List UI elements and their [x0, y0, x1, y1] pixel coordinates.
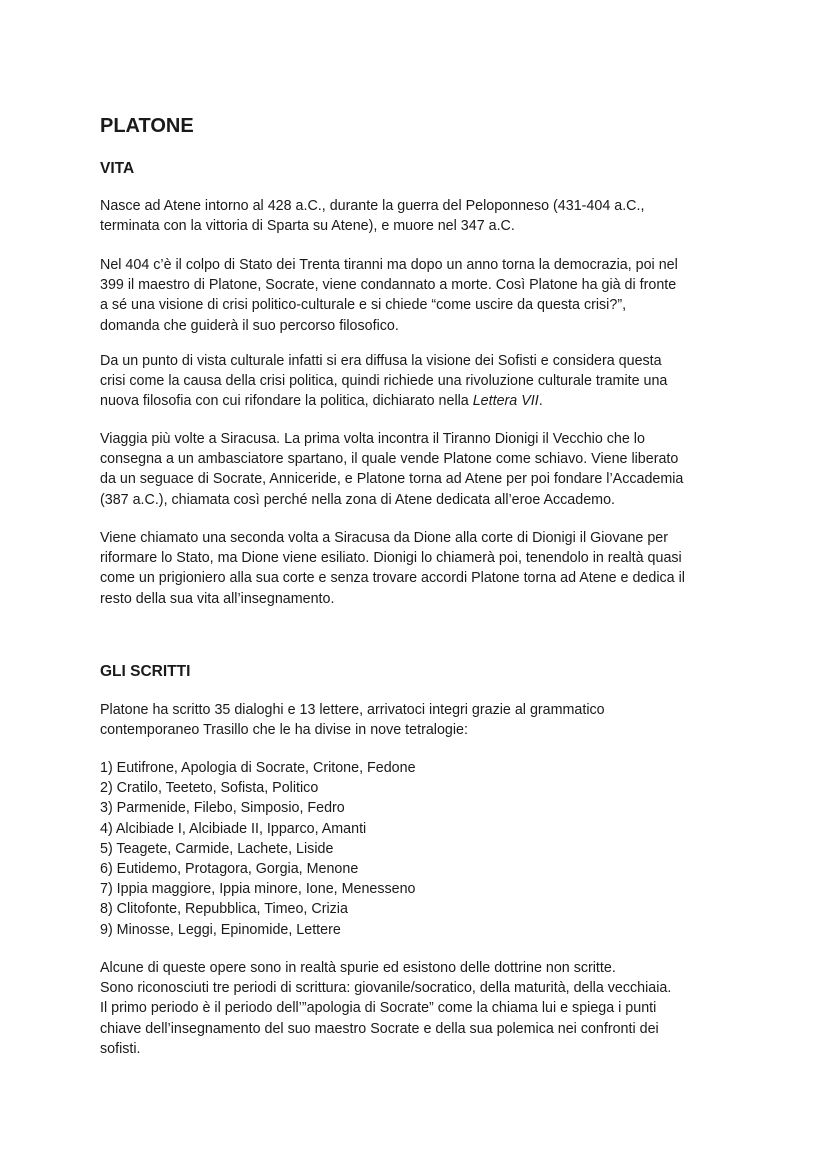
list-item: 4) Alcibiade I, Alcibiade II, Ipparco, Amanti [100, 820, 367, 837]
text-segment: . [538, 393, 543, 410]
list-item: 2) Cratilo, Teeteto, Sofista, Politico [100, 780, 319, 797]
tetralogie-list [100, 758, 750, 940]
text-line: come un prigioniero alla sua corte e senza trovare accordi Platone torna ad Atene e dedica il [100, 570, 685, 587]
text-line: Nel 404 c’è il colpo di Stato dei Trenta tiranni ma dopo un anno torna la democrazia, poi nel [100, 257, 678, 273]
text-line: a sé una visione di crisi politico-culturale e si chiede “come uscire da questa crisi?”, [100, 297, 627, 314]
paragraph-vita-sofisti [100, 351, 750, 412]
text-line: crisi come la causa della crisi politica, quindi richiede una rivoluzione culturale tramite una [100, 373, 668, 390]
section-heading-scritti: GLI SCRITTI [100, 663, 191, 680]
page-title: PLATONE [100, 115, 194, 137]
list-item: 8) Clitofonte, Repubblica, Timeo, Crizia [100, 901, 348, 918]
text-line: riformare lo Stato, ma Dione viene esiliato. Dionigi lo chiamerà poi, tenendolo in realtà quasi [100, 550, 682, 567]
paragraph-scritti-periodi [100, 958, 750, 1059]
text-segment: nuova filosofia con cui rifondare la politica, dichiarato nella [100, 393, 473, 410]
section-heading-vita: VITA [100, 160, 135, 177]
paragraph-scritti-intro [100, 700, 750, 740]
list-item: 3) Parmenide, Filebo, Simposio, Fedro [100, 800, 345, 817]
lettera-vii-italic: Lettera VII [472, 393, 539, 410]
text-line: consegna a un ambasciatore spartano, il quale vende Platone come schiavo. Viene liberato [100, 451, 679, 468]
text-line: 399 il maestro di Platone, Socrate, viene condannato a morte. Così Platone ha già di fronte [100, 277, 677, 294]
text-line: Sono riconosciuti tre periodi di scrittura: giovanile/socratico, della maturità, della vecchiaia. [100, 980, 672, 997]
paragraph-vita-trenta-tiranni [100, 255, 750, 336]
list-item: 7) Ippia maggiore, Ippia minore, Ione, Menesseno [100, 881, 416, 898]
text-line: terminata con la vittoria di Sparta su Atene), e muore nel 347 a.C. [100, 218, 515, 235]
paragraph-vita-seconda-volta [100, 528, 750, 609]
text-line: domanda che guiderà il suo percorso filosofico. [100, 317, 399, 334]
text-line: (387 a.C.), chiamata così perché nella zona di Atene dedicata all’eroe Accademo. [100, 491, 615, 508]
list-item: 5) Teagete, Carmide, Lachete, Liside [100, 840, 334, 857]
text-line: sofisti. [100, 1040, 141, 1057]
list-item: 9) Minosse, Leggi, Epinomide, Lettere [100, 921, 341, 938]
text-line [100, 391, 750, 411]
text-line: resto della sua vita all’insegnamento. [100, 590, 335, 607]
text-line: Il primo periodo è il periodo dell’”apologia di Socrate” come la chiama lui e spiega i punti [100, 1000, 657, 1017]
text-line: Nasce ad Atene intorno al 428 a.C., durante la guerra del Peloponneso (431-404 a.C., [100, 198, 645, 214]
text-line: Alcune di queste opere sono in realtà spurie ed esistono delle dottrine non scritte. [100, 960, 616, 976]
text-line: Viene chiamato una seconda volta a Siracusa da Dione alla corte di Dionigi il Giovane per [100, 530, 668, 546]
list-item: 1) Eutifrone, Apologia di Socrate, Critone, Fedone [100, 760, 416, 776]
text-line: Viaggia più volte a Siracusa. La prima volta incontra il Tiranno Dionigi il Vecchio che lo [100, 431, 645, 447]
text-line: da un seguace di Socrate, Anniceride, e Platone torna ad Atene per poi fondare l’Accademia [100, 471, 684, 488]
text-line: Da un punto di vista culturale infatti si era diffusa la visione dei Sofisti e considera questa [100, 353, 662, 369]
list-item: 6) Eutidemo, Protagora, Gorgia, Menone [100, 861, 359, 878]
paragraph-vita-nascita [100, 196, 750, 236]
paragraph-vita-siracusa [100, 429, 750, 510]
text-line: Platone ha scritto 35 dialoghi e 13 lettere, arrivatoci integri grazie al grammatico [100, 702, 605, 718]
text-line: contemporaneo Trasillo che le ha divise in nove tetralogie: [100, 722, 468, 739]
text-line: chiave dell’insegnamento del suo maestro Socrate e della sua polemica nei confronti dei [100, 1020, 659, 1037]
